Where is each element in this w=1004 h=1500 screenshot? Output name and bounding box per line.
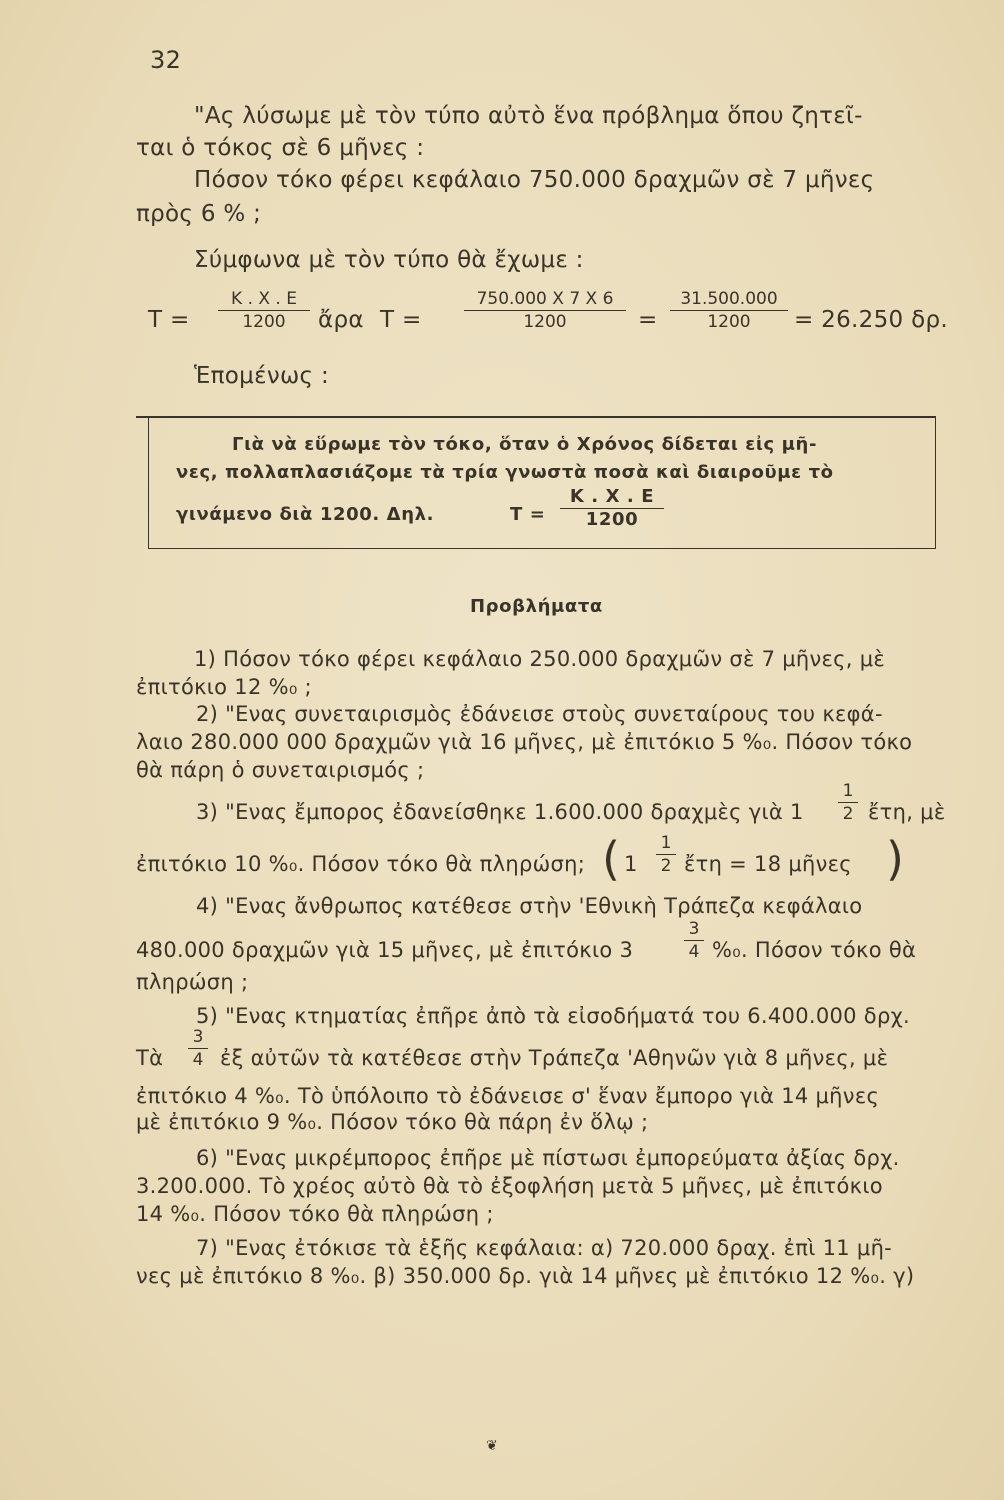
problem-3-line-2: ἐπιτόκιο 10 %₀. Πόσον τόκο θὰ πληρώση; [136,852,586,876]
fraction-denominator: 1200 [707,312,751,332]
problem-4-line-2-end: %₀. Πόσον τόκο θὰ [712,938,917,962]
intro-line-1: "Ας λύσωμε μὲ τὸν τύπο αὐτὸ ἕνα πρόβλημα ὅπου ζητεῖ- [194,103,863,129]
problem-6-line-3: 14 %₀. Πόσον τόκο θὰ πληρώση ; [136,1202,494,1226]
intro-line-4: πρὸς 6 % ; [136,201,262,227]
formula-lhs-2: T = [380,307,422,333]
fraction-denominator: 4 [688,942,700,962]
problem-3-line-1-end: ἔτη, μὲ [868,800,946,824]
problem-5-line-3: ἐπιτόκιο 4 %₀. Τὸ ὑπόλοιπο τὸ ἐδάνεισε σ' ἕναν ἔμπορο γιὰ 14 μῆνες [136,1084,880,1108]
close-paren: ) [886,832,904,886]
problem-4-line-3: πληρώση ; [136,970,249,994]
problem-3-paren-fraction [656,832,676,877]
rule-lhs: T = [510,504,546,525]
formula-ara: ἄρα [318,307,364,333]
footer-ornament: ❦ [486,1438,498,1454]
fraction-denominator: 1200 [242,312,286,332]
fraction-numerator: Κ . Χ . Ε [560,486,664,509]
problem-5-line-2-start: Τὰ [136,1046,164,1070]
problem-4-line-2: 480.000 δραχμῶν γιὰ 15 μῆνες, μὲ ἐπιτόκιο 3 [136,938,634,962]
problem-2-line-2: λαιο 280.000 000 δραχμῶν γιὰ 16 μῆνες, μὲ ἐπιτόκιο 5 %₀. Πόσον τόκο [136,730,913,754]
fraction-numerator: 31.500.000 [670,288,788,311]
fraction-denominator: 2 [660,856,672,876]
problem-5-line-4: μὲ ἐπιτόκιο 9 %₀. Πόσον τόκο θὰ πάρη ἐν ὅλῳ ; [136,1110,649,1134]
rule-line-1: Γιὰ νὰ εὕρωμε τὸν τόκο, ὅταν ὁ Χρόνος δίδεται εἰς μῆ- [232,434,818,455]
intro-line-5: Σύμφωνα μὲ τὸν τύπο θὰ ἔχωμε : [194,247,584,273]
problems-heading: Προβλήματα [470,596,603,617]
formula-lhs: T = [148,307,190,333]
problem-6-line-1: 6) "Ενας μικρέμπορος ἐπῆρε μὲ πίστωσι ἐμπορεύματα ἀξίας δρχ. [196,1146,900,1170]
problem-7-line-2: νες μὲ ἐπιτόκιο 8 %₀. β) 350.000 δρ. γιὰ 14 μῆνες μὲ ἐπιτόκιο 12 %₀. γ) [136,1264,915,1288]
fraction-numerator: 3 [188,1026,208,1049]
problem-6-line-2: 3.200.000. Τὸ χρέος αὐτὸ θὰ τὸ ἐξοφλήση μετὰ 5 μῆνες, μὲ ἐπιτόκιο [136,1174,883,1198]
formula-fraction-product [670,288,788,333]
fraction-denominator: 4 [192,1050,204,1070]
formula-result: = 26.250 δρ. [794,307,948,333]
fraction-denominator: 1200 [585,509,639,530]
problem-3-line-2-end: ἔτη = 18 μῆνες [684,852,852,876]
problem-4-line-1: 4) "Ενας ἄνθρωπος κατέθεσε στὴν 'Εθνικὴ Τράπεζα κεφάλαιο [196,894,863,918]
fraction-numerator: 1 [838,780,858,803]
problem-3-line-1: 3) "Ενας ἔμπορος ἐδανείσθηκε 1.600.000 δραχμὲς γιὰ 1 [196,800,804,824]
problem-4-fraction [684,918,704,963]
problem-1-line-1: 1) Πόσον τόκο φέρει κεφάλαιο 250.000 δραχμῶν σὲ 7 μῆνες, μὲ [194,647,886,671]
formula-fraction-values [464,288,626,333]
problem-5-line-1: 5) "Ενας κτηματίας ἐπῆρε ἀπὸ τὰ εἰσοδήματά του 6.400.000 δρχ. [196,1004,910,1028]
problem-2-line-1: 2) "Ενας συνεταιρισμὸς ἐδάνεισε στοὺς συνεταίρους του κεφά- [196,702,883,726]
intro-line-3: Πόσον τόκο φέρει κεφάλαιο 750.000 δραχμῶν σὲ 7 μῆνες [194,167,875,193]
rule-line-3: γινάμενο διὰ 1200. Δηλ. [176,504,435,525]
fraction-denominator: 1200 [523,312,567,332]
fraction-numerator: 3 [684,918,704,941]
consequently-label: Ἑπομένως : [194,363,330,389]
problem-1-line-2: ἐπιτόκιο 12 %₀ ; [136,675,312,699]
rule-line-2: νες, πολλαπλασιάζομε τὰ τρία γνωστὰ ποσὰ καὶ διαιροῦμε τὸ [176,462,834,483]
problem-3-fraction [838,780,858,825]
problem-5-line-2: ἐξ αὐτῶν τὰ κατέθεσε στὴν Τράπεζα 'Αθηνῶν γιὰ 8 μῆνες, μὲ [220,1046,889,1070]
page-number: 32 [150,46,182,74]
open-paren: ( [602,832,620,886]
formula-equals: = [638,307,658,333]
problem-2-line-3: θὰ πάρη ὁ συνεταιρισμός ; [136,758,425,782]
fraction-numerator: Κ . Χ . Ε [218,288,310,311]
problem-3-paren-whole: 1 [624,852,638,876]
problem-7-line-1: 7) "Ενας ἐτόκισε τὰ ἑξῆς κεφάλαια: α) 720.000 δραχ. ἐπὶ 11 μῆ- [196,1236,893,1260]
problem-5-fraction [188,1026,208,1071]
formula-fraction-kxe [218,288,310,333]
rule-fraction [560,486,664,531]
fraction-numerator: 1 [656,832,676,855]
fraction-numerator: 750.000 Χ 7 Χ 6 [464,288,626,311]
fraction-denominator: 2 [842,804,854,824]
intro-line-2: ται ὁ τόκος σὲ 6 μῆνες : [136,135,425,161]
